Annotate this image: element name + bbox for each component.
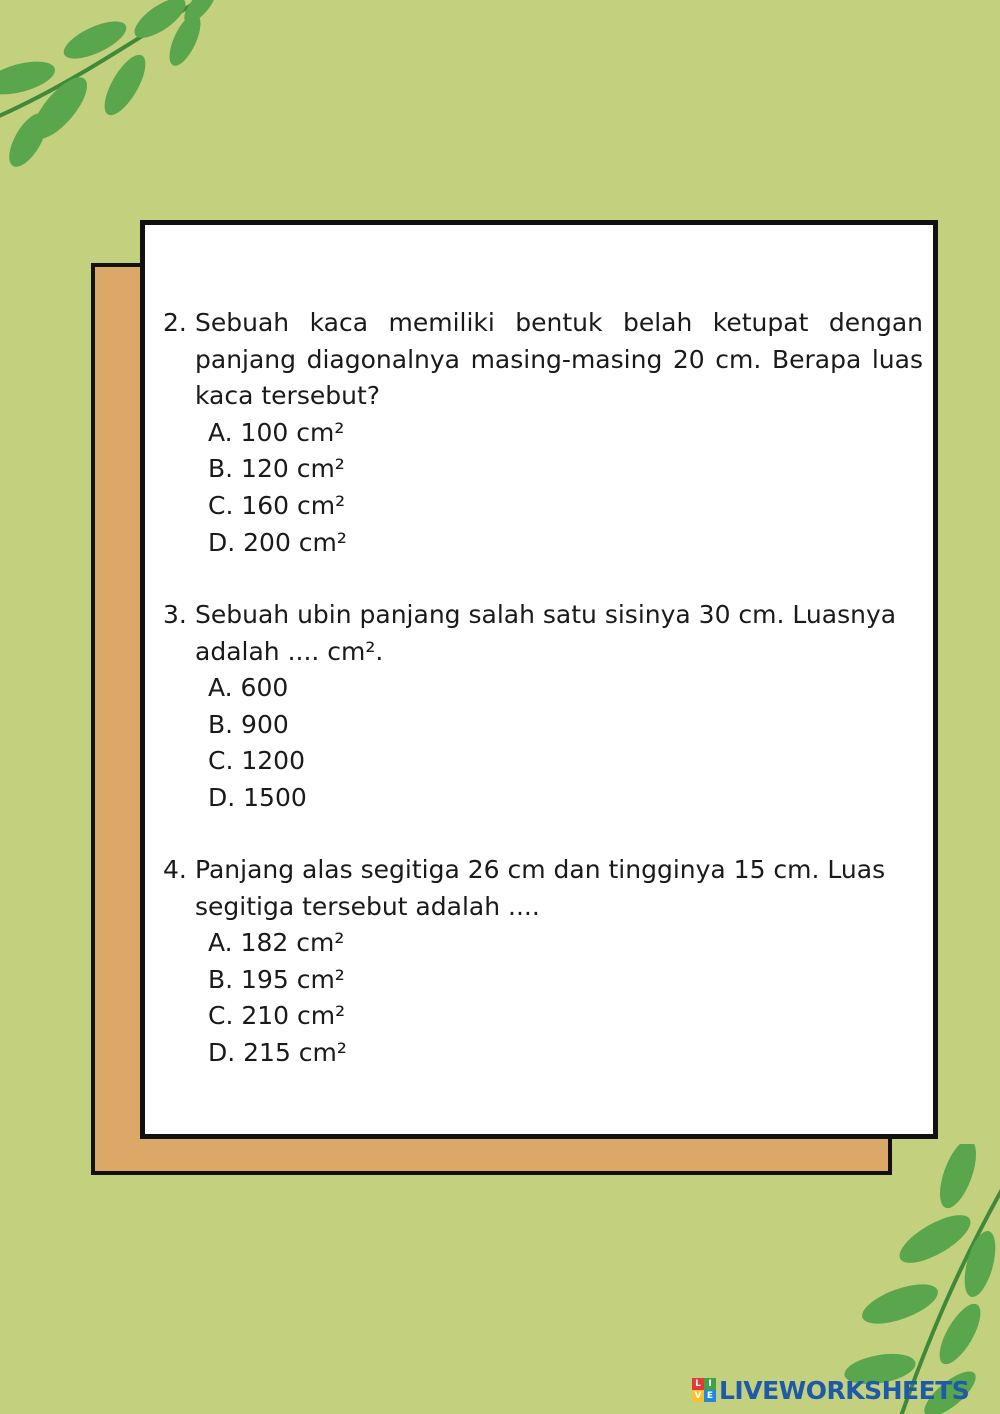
answer-option[interactable]: D. 200 cm² (208, 527, 347, 557)
question-number: 3. (163, 600, 187, 629)
logo-letter: L (692, 1378, 704, 1390)
question-text: Panjang alas segitiga 26 cm dan tingginya 15 cm. Luas segitiga tersebut adalah .... (195, 855, 886, 921)
leaf-branch-icon (0, 0, 230, 170)
answer-options (208, 670, 923, 816)
question-2 (163, 305, 923, 561)
question-4 (163, 852, 923, 1072)
answer-option[interactable]: B. 195 cm² (208, 964, 345, 994)
brand-name: LIVEWORKSHEETS (719, 1375, 970, 1405)
answer-options (208, 925, 923, 1071)
liveworksheets-brand[interactable] (692, 1373, 969, 1407)
question-card (140, 220, 938, 1139)
logo-letter: V (692, 1390, 704, 1402)
answer-option[interactable]: C. 1200 (208, 746, 305, 776)
question-number: 4. (163, 855, 187, 884)
logo-letter: I (704, 1378, 716, 1390)
answer-options (208, 415, 923, 561)
answer-option[interactable]: C. 210 cm² (208, 1001, 346, 1031)
question-text: Sebuah ubin panjang salah satu sisinya 30 cm. Luasnya adalah .... cm². (195, 600, 897, 666)
answer-option[interactable]: C. 160 cm² (208, 490, 346, 520)
question-number: 2. (163, 308, 187, 337)
answer-option[interactable]: D. 215 cm² (208, 1037, 347, 1067)
answer-option[interactable]: D. 1500 (208, 782, 307, 812)
question-3 (163, 597, 923, 817)
question-text: Sebuah kaca memiliki bentuk belah ketupat dengan panjang diagonalnya masing-masing 20 cm. Berapa luas kaca tersebut? (195, 308, 923, 411)
answer-option[interactable]: B. 120 cm² (208, 454, 345, 484)
answer-option[interactable]: B. 900 (208, 709, 289, 739)
answer-option[interactable]: A. 100 cm² (208, 417, 345, 447)
answer-option[interactable]: A. 182 cm² (208, 928, 345, 958)
logo-letter: E (704, 1390, 716, 1402)
liveworksheets-logo-icon (692, 1378, 716, 1402)
answer-option[interactable]: A. 600 (208, 673, 289, 703)
